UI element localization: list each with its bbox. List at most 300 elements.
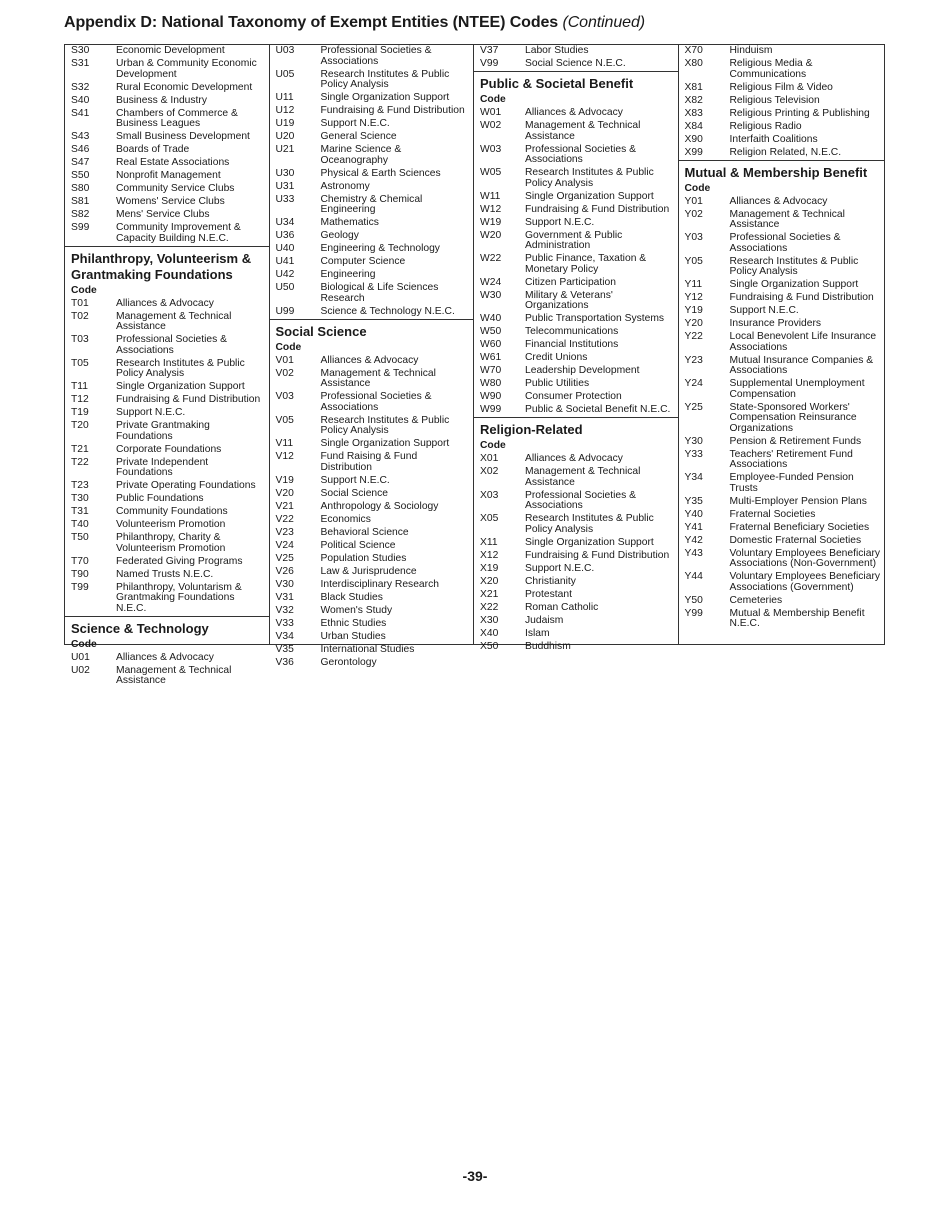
- ntee-description: Management & Technical Assistance: [729, 208, 845, 231]
- ntee-description: Labor Studies: [525, 45, 589, 57]
- table-row: [679, 256, 885, 280]
- ntee-code: S80: [71, 183, 90, 195]
- ntee-code: V23: [275, 526, 294, 538]
- ntee-description: Fund Raising & Fund Distribution: [320, 451, 418, 473]
- table-row: [270, 105, 474, 118]
- ntee-description: Single Organization Support: [525, 190, 654, 202]
- ntee-description: Roman Catholic: [525, 601, 599, 613]
- table-row: [679, 595, 885, 608]
- table-row: [270, 501, 474, 514]
- ntee-code: Y03: [684, 232, 703, 244]
- ntee-description: General Science: [320, 131, 397, 143]
- table-row: [65, 170, 269, 183]
- ntee-code: X40: [480, 627, 499, 639]
- ntee-code: W40: [480, 313, 502, 325]
- table-row: [65, 506, 269, 519]
- ntee-description: Mens' Service Clubs: [116, 209, 210, 221]
- ntee-description: Insurance Providers: [729, 318, 822, 330]
- ntee-description: Interdisciplinary Research: [320, 578, 439, 590]
- ntee-code: U99: [275, 305, 295, 317]
- ntee-description: Buddhism: [525, 640, 571, 652]
- ntee-code: W20: [480, 229, 502, 241]
- ntee-description: Professional Societies & Associations: [729, 232, 841, 254]
- code-column-header: Code: [71, 284, 97, 296]
- table-row: [270, 451, 474, 475]
- ntee-description: Judaism: [525, 614, 564, 626]
- table-row: [270, 282, 474, 306]
- ntee-description: Employee-Funded Pension Trusts: [729, 472, 854, 494]
- table-row: [270, 415, 474, 439]
- table-row: [679, 571, 885, 595]
- table-row: [65, 157, 269, 170]
- ntee-code: U19: [275, 118, 295, 130]
- ntee-code: T70: [71, 555, 89, 567]
- ntee-code: S50: [71, 170, 90, 182]
- ntee-code: T40: [71, 519, 89, 531]
- ntee-code: V12: [275, 451, 294, 463]
- ntee-description: Economics: [320, 513, 371, 525]
- table-row: [270, 566, 474, 579]
- ntee-code: T30: [71, 493, 89, 505]
- ntee-description: Geology: [320, 230, 359, 242]
- table-row: [270, 657, 474, 670]
- table-row: [270, 256, 474, 269]
- ntee-code: U40: [275, 243, 295, 255]
- table-row: [65, 82, 269, 95]
- ntee-code: V34: [275, 630, 294, 642]
- code-column-header: Code: [71, 638, 97, 650]
- ntee-description: Telecommunications: [525, 326, 619, 338]
- ntee-code: T01: [71, 297, 89, 309]
- table-row: [270, 243, 474, 256]
- ntee-code: T19: [71, 407, 89, 419]
- table-row: [679, 121, 885, 134]
- ntee-code: Y43: [684, 547, 703, 559]
- table-row: [270, 514, 474, 527]
- table-row: [270, 355, 474, 368]
- table-row: [65, 381, 269, 394]
- ntee-description: Fundraising & Fund Distribution: [525, 203, 670, 215]
- ntee-description: Domestic Fraternal Societies: [729, 534, 862, 546]
- ntee-description: Public Foundations: [116, 493, 204, 505]
- ntee-code: W70: [480, 365, 502, 377]
- table-row: [65, 652, 269, 665]
- table-row: [65, 519, 269, 532]
- ntee-code: Y35: [684, 495, 703, 507]
- table-row: [474, 144, 678, 168]
- ntee-description: Behavioral Science: [320, 526, 409, 538]
- ntee-code: S43: [71, 131, 90, 143]
- table-row: [65, 58, 269, 82]
- ntee-description: Religious Printing & Publishing: [729, 107, 870, 119]
- ntee-description: Black Studies: [320, 591, 383, 603]
- ntee-description: Professional Societies & Associations: [116, 334, 228, 356]
- ntee-code: U05: [275, 68, 295, 80]
- table-row: [65, 480, 269, 493]
- ntee-description: Public & Societal Benefit N.E.C.: [525, 404, 671, 416]
- table-row: [474, 378, 678, 391]
- table-row: [65, 334, 269, 358]
- ntee-code: W11: [480, 190, 501, 202]
- section-heading: Religion-Related: [474, 417, 678, 438]
- ntee-code: Y30: [684, 435, 703, 447]
- ntee-code: X70: [684, 45, 703, 57]
- ntee-description: Single Organization Support: [320, 438, 450, 450]
- table-row: [65, 311, 269, 335]
- table-row: [679, 82, 885, 95]
- ntee-description: Religious Television: [729, 94, 820, 106]
- table-row: [679, 279, 885, 292]
- ntee-description: Multi-Employer Pension Plans: [729, 495, 867, 507]
- ntee-code: U21: [275, 144, 295, 156]
- ntee-description: Professional Societies & Associations: [320, 45, 432, 67]
- ntee-description: Anthropology & Sociology: [320, 500, 439, 512]
- ntee-description: Alliances & Advocacy: [320, 354, 419, 366]
- ntee-code: U31: [275, 180, 295, 192]
- ntee-description: Computer Science: [320, 256, 406, 268]
- table-row: [474, 352, 678, 365]
- ntee-code: V05: [275, 414, 294, 426]
- ntee-description: Political Science: [320, 539, 396, 551]
- ntee-code: X19: [480, 562, 499, 574]
- table-row: [270, 488, 474, 501]
- section-heading: Social Science: [270, 319, 474, 340]
- ntee-description: Federated Giving Programs: [116, 555, 243, 567]
- ntee-description: Alliances & Advocacy: [525, 107, 623, 119]
- ntee-code: S81: [71, 196, 90, 208]
- table-row: [270, 92, 474, 105]
- table-row: [679, 134, 885, 147]
- table-row: [270, 553, 474, 566]
- ntee-code: X05: [480, 513, 499, 525]
- ntee-code: Y05: [684, 255, 703, 267]
- ntee-description: Religion Related, N.E.C.: [729, 146, 842, 158]
- ntee-code: Y02: [684, 208, 703, 220]
- ntee-code: T23: [71, 480, 89, 492]
- ntee-code: X21: [480, 588, 499, 600]
- table-row: [474, 253, 678, 277]
- table-row: [65, 394, 269, 407]
- table-row: [679, 108, 885, 121]
- ntee-description: Government & Public Administration: [525, 229, 623, 252]
- table-row: [65, 444, 269, 457]
- ntee-description: Named Trusts N.E.C.: [116, 568, 214, 580]
- ntee-code: X20: [480, 575, 499, 587]
- ntee-code: W01: [480, 107, 502, 119]
- table-row: [270, 217, 474, 230]
- ntee-code: W24: [480, 276, 502, 288]
- table-row: [65, 665, 269, 689]
- ntee-description: Management & Technical Assistance: [525, 466, 641, 488]
- ntee-description: Interfaith Coalitions: [729, 133, 818, 145]
- ntee-code: U12: [275, 105, 295, 117]
- table-row: [65, 131, 269, 144]
- table-row: [474, 45, 678, 58]
- ntee-description: Management & Technical Assistance: [320, 367, 436, 390]
- table-column-3: [474, 45, 679, 652]
- ntee-code: Y33: [684, 448, 703, 460]
- ntee-description: Military & Veterans' Organizations: [525, 289, 613, 312]
- ntee-code: U50: [275, 282, 295, 294]
- table-row: [679, 196, 885, 209]
- table-row: [270, 391, 474, 415]
- ntee-description: Pension & Retirement Funds: [729, 435, 862, 447]
- ntee-description: Real Estate Associations: [116, 157, 230, 169]
- ntee-description: Voluntary Employees Beneficiary Associations (Non-Government): [729, 547, 881, 570]
- ntee-description: Rural Economic Development: [116, 81, 253, 93]
- table-row: [270, 230, 474, 243]
- table-row: [65, 556, 269, 569]
- ntee-description: Private Grantmaking Foundations: [116, 420, 210, 442]
- ntee-description: Business & Industry: [116, 94, 207, 106]
- table-row: [679, 378, 885, 402]
- ntee-code: V25: [275, 552, 294, 564]
- section-heading: Mutual & Membership Benefit: [679, 160, 885, 181]
- ntee-description: Support N.E.C.: [320, 474, 390, 486]
- table-row: [65, 582, 269, 616]
- ntee-code: V03: [275, 391, 294, 403]
- ntee-code: Y41: [684, 521, 703, 533]
- table-row: [474, 107, 678, 120]
- ntee-code: X84: [684, 120, 703, 132]
- ntee-code: X82: [684, 94, 703, 106]
- ntee-code: T11: [71, 381, 88, 393]
- table-row: [270, 181, 474, 194]
- ntee-description: Mutual & Membership Benefit N.E.C.: [729, 607, 865, 630]
- ntee-description: Fundraising & Fund Distribution: [116, 394, 261, 406]
- ntee-code: S82: [71, 209, 90, 221]
- ntee-code: V36: [275, 656, 294, 668]
- ntee-code: T02: [71, 310, 89, 322]
- ntee-description: Urban Studies: [320, 630, 386, 642]
- ntee-description: Community Improvement & Capacity Building N.E.C.: [116, 222, 241, 244]
- table-row: [679, 355, 885, 379]
- page-title: [64, 14, 645, 32]
- table-row: [474, 313, 678, 326]
- page-number: -39-: [462, 1168, 488, 1184]
- ntee-description: Community Service Clubs: [116, 183, 235, 195]
- ntee-description: Religious Radio: [729, 120, 802, 132]
- ntee-code: X81: [684, 81, 703, 93]
- table-row: [270, 631, 474, 644]
- table-row: [65, 532, 269, 556]
- ntee-code: S30: [71, 45, 90, 57]
- table-row: [270, 475, 474, 488]
- ntee-code: Y23: [684, 354, 703, 366]
- ntee-code: X01: [480, 453, 499, 465]
- table-row: [679, 402, 885, 436]
- ntee-description: Alliances & Advocacy: [116, 297, 214, 309]
- table-row: [270, 168, 474, 181]
- table-row: [270, 118, 474, 131]
- table-row: [679, 45, 885, 58]
- ntee-description: Private Operating Foundations: [116, 480, 256, 492]
- ntee-description: Single Organization Support: [729, 279, 859, 291]
- ntee-code: W03: [480, 143, 502, 155]
- table-row: [679, 209, 885, 233]
- ntee-code: W22: [480, 253, 502, 265]
- ntee-description: Single Organization Support: [116, 381, 245, 393]
- ntee-description: Alliances & Advocacy: [729, 195, 828, 207]
- ntee-code: U36: [275, 230, 295, 242]
- table-row: [65, 222, 269, 246]
- ntee-description: Chemistry & Chemical Engineering: [320, 193, 423, 216]
- ntee-code: V19: [275, 474, 294, 486]
- ntee-code: Y19: [684, 305, 703, 317]
- table-row: [679, 318, 885, 331]
- ntee-code: U20: [275, 131, 295, 143]
- ntee-code: U11: [275, 92, 294, 104]
- ntee-description: Financial Institutions: [525, 339, 619, 351]
- table-row: [474, 290, 678, 314]
- ntee-description: Consumer Protection: [525, 391, 622, 403]
- ntee-description: Management & Technical Assistance: [525, 120, 641, 142]
- ntee-code: T90: [71, 568, 89, 580]
- ntee-description: Social Science: [320, 487, 389, 499]
- ntee-code: S47: [71, 157, 90, 169]
- table-row: [474, 120, 678, 144]
- ntee-code: V99: [480, 58, 499, 70]
- ntee-code: V33: [275, 617, 294, 629]
- table-row: [474, 641, 678, 654]
- table-row: [474, 602, 678, 615]
- ntee-description: Religious Media & Communications: [729, 58, 813, 80]
- ntee-description: Fraternal Beneficiary Societies: [729, 521, 870, 533]
- ntee-description: Fundraising & Fund Distribution: [320, 105, 465, 117]
- ntee-code: W30: [480, 289, 502, 301]
- ntee-code: V21: [275, 500, 294, 512]
- table-row: [474, 217, 678, 230]
- table-row: [270, 579, 474, 592]
- table-row: [270, 306, 474, 319]
- ntee-code: W19: [480, 216, 502, 228]
- ntee-code: X12: [480, 549, 499, 561]
- ntee-code: S40: [71, 94, 90, 106]
- ntee-description: Philanthropy, Charity & Volunteerism Promotion: [116, 532, 226, 554]
- ntee-description: Professional Societies & Associations: [525, 489, 637, 512]
- ntee-code: X99: [684, 146, 703, 158]
- ntee-description: Economic Development: [116, 45, 225, 57]
- ntee-code: Y40: [684, 508, 703, 520]
- table-row: [65, 407, 269, 420]
- ntee-description: Research Institutes & Public Policy Analysis: [320, 414, 450, 437]
- ntee-description: Small Business Development: [116, 131, 250, 143]
- ntee-description: Astronomy: [320, 180, 370, 192]
- table-row: [679, 535, 885, 548]
- table-column-2: [270, 45, 475, 668]
- table-row: [474, 628, 678, 641]
- ntee-code: W61: [480, 352, 502, 364]
- ntee-description: Engineering: [320, 269, 376, 281]
- ntee-code: T31: [71, 506, 89, 518]
- ntee-code: Y44: [684, 571, 703, 583]
- ntee-description: Research Institutes & Public Policy Analysis: [525, 167, 654, 189]
- ntee-description: Support N.E.C.: [525, 216, 595, 228]
- table-row: [679, 509, 885, 522]
- table-row: [679, 331, 885, 355]
- ntee-code: Y24: [684, 378, 703, 390]
- table-row: [65, 358, 269, 382]
- table-row: [270, 269, 474, 282]
- table-row: [679, 147, 885, 160]
- ntee-code: Y50: [684, 594, 703, 606]
- ntee-description: Population Studies: [320, 552, 407, 564]
- ntee-code: Y42: [684, 534, 703, 546]
- ntee-code: Y99: [684, 607, 703, 619]
- ntee-code: T50: [71, 532, 89, 544]
- table-row: [270, 540, 474, 553]
- table-row: [474, 391, 678, 404]
- table-row: [270, 144, 474, 168]
- ntee-description: Philanthropy, Voluntarism & Grantmaking Foundations N.E.C.: [116, 581, 242, 614]
- ntee-description: Biological & Life Sciences Research: [320, 282, 439, 304]
- ntee-code: V22: [275, 513, 294, 525]
- ntee-code: W99: [480, 404, 502, 416]
- ntee-code: V30: [275, 578, 294, 590]
- table-row: [65, 420, 269, 444]
- ntee-description: Leadership Development: [525, 365, 640, 377]
- table-column-4: [679, 45, 885, 644]
- ntee-code: T03: [71, 334, 89, 346]
- title-main: Appendix D: National Taxonomy of Exempt Entities (NTEE) Codes: [64, 14, 559, 31]
- table-row: [65, 209, 269, 222]
- table-row: [474, 58, 678, 71]
- table-row: [65, 45, 269, 58]
- table-row: [474, 277, 678, 290]
- ntee-code: T22: [71, 456, 89, 468]
- table-row: [474, 615, 678, 628]
- ntee-code: V32: [275, 604, 294, 616]
- ntee-description: International Studies: [320, 643, 415, 655]
- table-row: [474, 453, 678, 466]
- code-column-header: Code: [480, 94, 506, 105]
- table-row: [270, 368, 474, 392]
- ntee-description: Nonprofit Management: [116, 170, 221, 182]
- ntee-code: V26: [275, 565, 294, 577]
- ntee-code: X11: [480, 536, 498, 548]
- ntee-description: Management & Technical Assistance: [116, 664, 232, 687]
- table-row: [270, 45, 474, 69]
- table-row: [474, 365, 678, 378]
- table-row: [474, 339, 678, 352]
- ntee-description: Women's Study: [320, 604, 393, 616]
- table-row: [270, 618, 474, 631]
- table-row: [65, 196, 269, 209]
- ntee-code: W05: [480, 167, 502, 179]
- ntee-description: Research Institutes & Public Policy Analysis: [525, 513, 654, 535]
- ntee-description: Private Independent Foundations: [116, 456, 209, 479]
- ntee-description: Support N.E.C.: [116, 407, 186, 419]
- ntee-description: Support N.E.C.: [729, 305, 799, 317]
- ntee-code: S31: [71, 58, 90, 70]
- table-row: [65, 144, 269, 157]
- table-row: [679, 472, 885, 496]
- table-row: [679, 496, 885, 509]
- ntee-code: Y11: [684, 279, 703, 291]
- ntee-description: Islam: [525, 627, 550, 639]
- ntee-code: Y12: [684, 292, 703, 304]
- ntee-description: Citizen Participation: [525, 276, 616, 288]
- ntee-code: W60: [480, 339, 502, 351]
- table-row: [65, 183, 269, 196]
- ntee-code: U42: [275, 269, 295, 281]
- ntee-code: Y25: [684, 401, 703, 413]
- table-row: [270, 592, 474, 605]
- ntee-description: Community Foundations: [116, 506, 228, 518]
- ntee-code: S46: [71, 144, 90, 156]
- ntee-description: Law & Jurisprudence: [320, 565, 417, 577]
- ntee-description: Teachers' Retirement Fund Associations: [729, 448, 853, 471]
